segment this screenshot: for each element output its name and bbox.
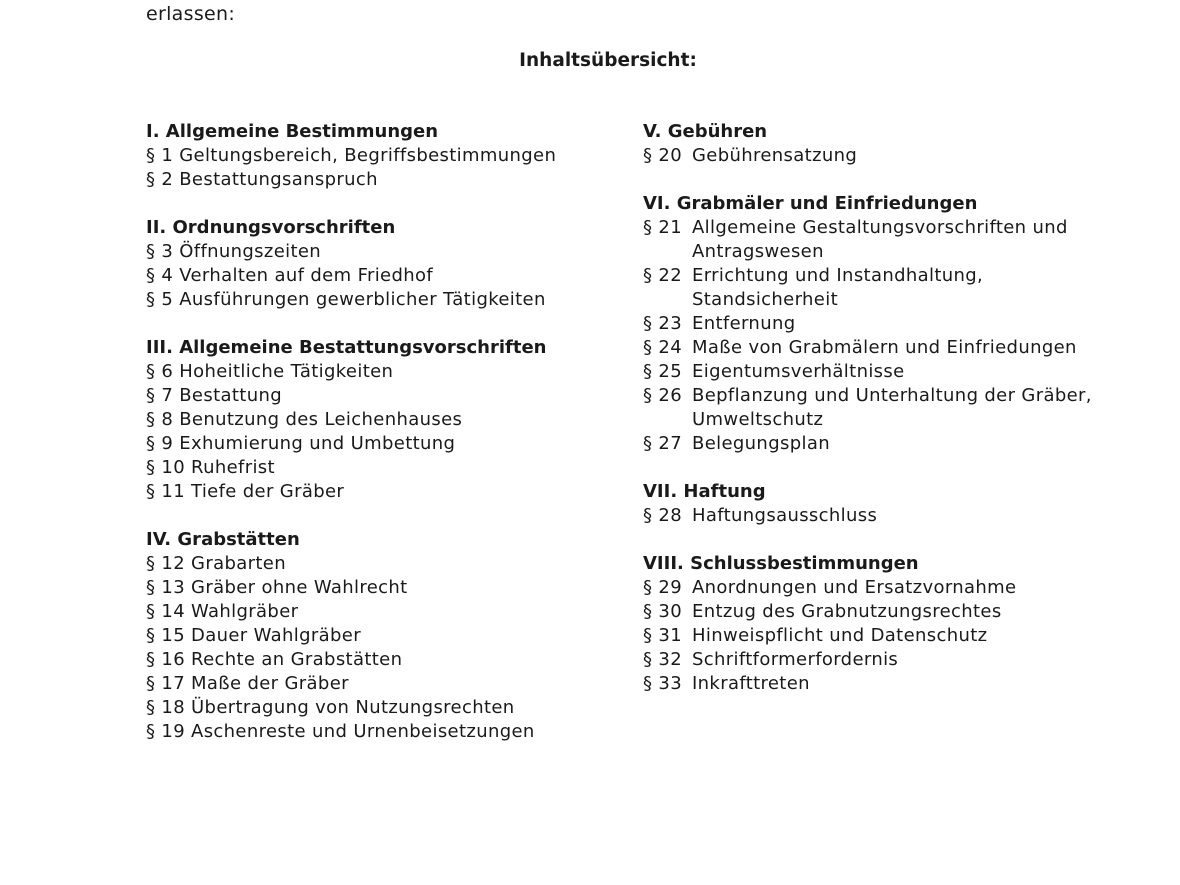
toc-entry [643, 432, 1113, 456]
paragraph-number: § 32 [643, 649, 683, 670]
intro-text: erlassen: [146, 3, 236, 25]
paragraph-title: Ruhefrist [191, 457, 275, 478]
paragraph-title: Gebührensatzung [692, 145, 858, 166]
paragraph-number: § 12 [146, 553, 186, 574]
toc-entry [146, 696, 616, 720]
paragraph-title: Ausführungen gewerblicher Tätigkeiten [179, 289, 546, 310]
paragraph-title: Übertragung von Nutzungsrechten [191, 697, 515, 718]
toc-entry [643, 624, 1113, 648]
paragraph-number: § 17 [146, 673, 186, 694]
paragraph-number: § 27 [643, 433, 683, 454]
toc-entry [643, 144, 1113, 168]
paragraph-title: Grabarten [191, 553, 286, 574]
paragraph-title: Schriftformerfordernis [692, 649, 899, 670]
paragraph-title: Hoheitliche Tätigkeiten [179, 361, 394, 382]
paragraph-number: § 24 [643, 337, 683, 358]
paragraph-title: Hinweispflicht und Datenschutz [692, 625, 988, 646]
paragraph-number: § 9 [146, 433, 174, 454]
paragraph-title: Öffnungszeiten [179, 241, 322, 262]
paragraph-number: § 5 [146, 289, 174, 310]
toc-entry [146, 624, 616, 648]
toc-entry [146, 456, 616, 480]
toc-entry [643, 600, 1113, 624]
paragraph-number: § 2 [146, 169, 174, 190]
paragraph-number: § 30 [643, 601, 683, 622]
paragraph-number: § 23 [643, 313, 683, 334]
paragraph-number: § 15 [146, 625, 186, 646]
toc-section [146, 120, 616, 192]
toc-entry [643, 384, 1113, 432]
toc-entry [643, 504, 1113, 528]
paragraph-number: § 16 [146, 649, 186, 670]
toc-entry [146, 432, 616, 456]
paragraph-title: Geltungsbereich, Begriffsbestimmungen [179, 145, 557, 166]
section-heading: VIII. Schlussbestimmungen [643, 553, 919, 574]
paragraph-number: § 8 [146, 409, 174, 430]
toc-right-column [643, 120, 1113, 696]
toc-entry [146, 720, 616, 744]
paragraph-title: Allgemeine Gestaltungsvorschriften und Antragswesen [692, 217, 1068, 262]
paragraph-number: § 3 [146, 241, 174, 262]
paragraph-number: § 18 [146, 697, 186, 718]
toc-entry [643, 672, 1113, 696]
paragraph-title: Gräber ohne Wahlrecht [191, 577, 408, 598]
toc-entry [146, 384, 616, 408]
paragraph-title: Belegungsplan [692, 433, 830, 454]
toc-entry [643, 648, 1113, 672]
paragraph-title: Eigentumsverhältnisse [692, 361, 905, 382]
paragraph-number: § 33 [643, 673, 683, 694]
section-heading: VI. Grabmäler und Einfriedungen [643, 193, 978, 214]
toc-entry [146, 672, 616, 696]
paragraph-number: § 10 [146, 457, 186, 478]
section-heading: IV. Grabstätten [146, 529, 300, 550]
paragraph-number: § 28 [643, 505, 683, 526]
toc-section [146, 528, 616, 744]
toc-entry [643, 264, 1113, 312]
toc-section [643, 480, 1113, 528]
paragraph-title: Tiefe der Gräber [191, 481, 345, 502]
paragraph-title: Bepflanzung und Unterhaltung der Gräber, Umweltschutz [692, 385, 1092, 430]
toc-entry [643, 312, 1113, 336]
paragraph-number: § 19 [146, 721, 186, 742]
paragraph-title: Errichtung und Instandhaltung, Standsicherheit [692, 265, 984, 310]
toc-entry [146, 264, 616, 288]
paragraph-title: Entfernung [692, 313, 796, 334]
toc-entry [146, 480, 616, 504]
paragraph-number: § 7 [146, 385, 174, 406]
paragraph-title: Maße der Gräber [191, 673, 349, 694]
toc-entry [146, 360, 616, 384]
toc-section [643, 552, 1113, 696]
paragraph-title: Exhumierung und Umbettung [179, 433, 456, 454]
toc-section [643, 192, 1113, 456]
paragraph-number: § 29 [643, 577, 683, 598]
toc-entry [146, 144, 616, 168]
paragraph-title: Benutzung des Leichenhauses [179, 409, 463, 430]
toc-entry [643, 216, 1113, 264]
paragraph-number: § 20 [643, 145, 683, 166]
paragraph-number: § 1 [146, 145, 174, 166]
paragraph-title: Wahlgräber [191, 601, 299, 622]
paragraph-number: § 11 [146, 481, 186, 502]
paragraph-number: § 26 [643, 385, 683, 406]
section-heading: V. Gebühren [643, 121, 768, 142]
toc-left-column [146, 120, 616, 744]
toc-entry [146, 168, 616, 192]
toc-entry [146, 552, 616, 576]
paragraph-title: Dauer Wahlgräber [191, 625, 361, 646]
toc-entry [146, 288, 616, 312]
paragraph-title: Anordnungen und Ersatzvornahme [692, 577, 1017, 598]
toc-section [146, 216, 616, 312]
toc-section [643, 120, 1113, 168]
paragraph-title: Aschenreste und Urnenbeisetzungen [191, 721, 535, 742]
paragraph-number: § 31 [643, 625, 683, 646]
paragraph-title: Rechte an Grabstätten [191, 649, 403, 670]
paragraph-title: Bestattung [179, 385, 282, 406]
section-heading: III. Allgemeine Bestattungsvorschriften [146, 337, 547, 358]
toc-entry [643, 576, 1113, 600]
paragraph-number: § 14 [146, 601, 186, 622]
toc-entry [146, 648, 616, 672]
paragraph-number: § 13 [146, 577, 186, 598]
paragraph-number: § 6 [146, 361, 174, 382]
section-heading: I. Allgemeine Bestimmungen [146, 121, 439, 142]
toc-entry [146, 240, 616, 264]
paragraph-number: § 22 [643, 265, 683, 286]
toc-title: Inhaltsübersicht: [519, 50, 697, 71]
toc-entry [643, 336, 1113, 360]
toc-entry [146, 576, 616, 600]
toc-section [146, 336, 616, 504]
paragraph-number: § 25 [643, 361, 683, 382]
toc-entry [146, 408, 616, 432]
paragraph-title: Bestattungsanspruch [179, 169, 378, 190]
section-heading: II. Ordnungsvorschriften [146, 217, 396, 238]
section-heading: VII. Haftung [643, 481, 766, 502]
paragraph-number: § 4 [146, 265, 174, 286]
toc-entry [146, 600, 616, 624]
paragraph-number: § 21 [643, 217, 683, 238]
toc-entry [643, 360, 1113, 384]
paragraph-title: Inkrafttreten [692, 673, 810, 694]
paragraph-title: Entzug des Grabnutzungsrechtes [692, 601, 1002, 622]
paragraph-title: Verhalten auf dem Friedhof [179, 265, 434, 286]
paragraph-title: Haftungsausschluss [692, 505, 878, 526]
paragraph-title: Maße von Grabmälern und Einfriedungen [692, 337, 1077, 358]
